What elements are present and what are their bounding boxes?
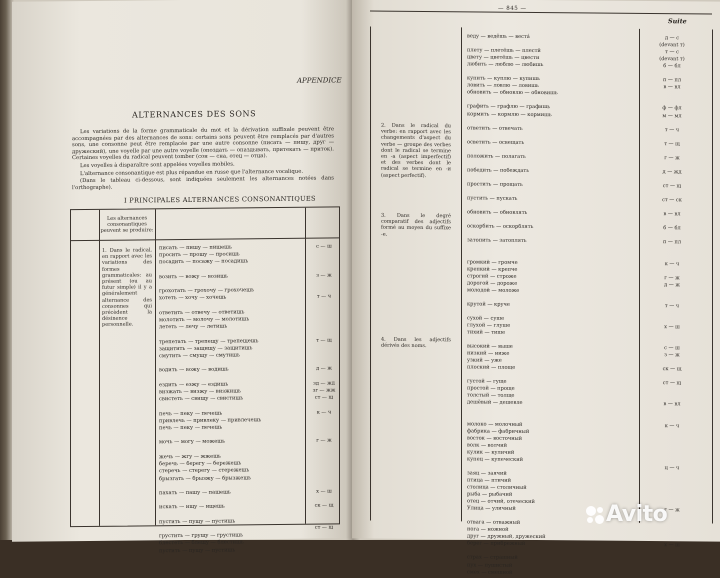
subsection-title: I PRINCIPALES ALTERNANCES CONSONANTIQUES [124,194,316,205]
example-line: пустить — пущу — пустишь [159,546,236,554]
alternation-label: ст — щ [662,380,682,387]
consonant-alternation-table [70,206,340,554]
left-page [12,0,352,554]
example-line: графить — графлю — графишь [467,103,551,111]
example-line: тихий — тише [467,329,506,336]
example-line: трепетать — трепещу — трепещешь [159,337,259,345]
example-line: толстый — толще [467,392,515,400]
alternation-label: ст — щ [662,183,682,190]
alternation-label: т — щ [664,140,680,147]
example-line: пахать — пашу — пашешь [159,489,231,497]
example-line: молодой — моложе [467,287,520,294]
example-line: молотить — молочу — молотишь [159,316,250,324]
alternation-label: в — вл [663,84,681,91]
example-line: берег — прибрежный [467,540,526,548]
alternation-label: г — ж [316,437,332,445]
alternation-label: ст — щ [314,394,334,401]
column-divider [712,30,713,524]
alternation-label: (devant т) [659,56,685,63]
example-line: пустить — пущу — пустишь [159,518,236,525]
example-line: осветить — освещать [467,139,525,146]
example-line: свистеть — свищу — свистишь [159,395,244,403]
continued-label: Suite [668,17,687,26]
row-divider [71,237,339,241]
alternation-label: с — ш [664,345,680,352]
running-header: APPENDICE [297,76,342,85]
alternation-label: в — вл [663,211,681,218]
alternation-label: г — ж [664,274,680,281]
alternation-label: ст — щ [314,524,334,531]
example-line: веду — ведёшь — вестá [467,33,530,40]
alternation-label: д — ж [316,365,332,373]
example-line: птица — птичий [467,477,512,484]
example-line: искать — ищу — ищешь [159,503,225,511]
example-line: густой — гуще [467,378,507,386]
alternation-label: з — ж [664,352,680,359]
example-line: крутой — круче [467,301,510,308]
right-page [352,0,720,576]
intro-paragraph: L'alternance consonantique est plus répandue en russe que l'alternance vocalique. [80,168,304,177]
alternation-label: д — жд [662,168,682,176]
alternation-label [311,539,337,546]
alternation-label: ф — фл [662,105,682,112]
alternation-label: з — ж [316,272,332,279]
example-line: любить — люблю — любишь [467,61,544,69]
alternation-label: к — ч [316,409,332,416]
alternation-label: т — с [665,49,679,56]
example-line: купить — куплю — купишь [467,75,540,83]
example-line: сухой — суше [467,315,505,322]
example-line: победить — побеждать [467,167,529,174]
examples-column [159,244,307,555]
alternation-label: г — ж [664,154,680,162]
example-line: смутить — смущу — смутишь [159,352,240,360]
example-line: водить — вожу — водишь [159,366,229,374]
example-line: затопить — затоплять [467,237,527,245]
alternation-label: п — пл [662,77,682,84]
example-line: оскорбить — оскорблять [467,223,534,231]
example-line: писать — пишу — пишешь [159,244,232,252]
alternation-label: м — мл [662,112,682,119]
table-header: Les alternances consonantiques peuvent se produire: [100,215,154,234]
example-line: строгий — строже [467,272,517,280]
avito-watermark: Avito [606,502,668,527]
alternation-label: т — ч [664,126,680,133]
category-cell: 1. Dans le radical, en rapport avec les variations des formes grammaticales: au présent (ou au futur simple) il y a généralement alternance des consonnes qui précèdent la désinence personnelle. [102,247,152,329]
header-rule [370,11,712,15]
alternation-label: т — ч [316,293,332,301]
intro-paragraph: Les variations de la forme grammaticale du mot et la dérivation suffixale peuvent être accompagnées par des alternances de sons: certains sons peuvent être remplacés par d'autres sons, une consonne peut être remplacée par une autre consonne (писать — пишу, друг — дружеский), une voyelle par une autre voyelle (опоздать — опаздывать, притекать — приток). Certaines voyelles du radical peuvent tomber (сон — сна, отец — отца). [72,126,334,162]
example-line: волк — волчий [467,442,508,449]
example-line: ответить — отвечу — ответишь [159,309,245,317]
example-line: блестеть — блещу — блестишь [159,539,244,547]
alternation-label: г — ж [664,507,680,514]
alternation-label: с — ш [316,243,332,250]
example-line: обновить — обновлю — обновишь [467,89,558,97]
example-line: пух — пушистый [467,561,513,569]
example-line: плоский — площе [467,364,516,372]
alternations-column [645,35,699,550]
category-cell: 4. Dans les adjectifs dérivés des noms. [381,336,451,350]
example-line: рыба — рыбачий [467,491,513,498]
alternation-label: д — ж [664,281,680,288]
example-line: возить — вожу — возишь [159,273,228,281]
section-title: ALTERNANCES DES SONS [132,109,257,120]
example-line: фабрика — фабричный [467,428,530,435]
example-line: просить — прошу — просишь [159,251,240,259]
example-line: молоко — молочный [467,420,523,428]
example-line: нога — ножной [467,526,509,534]
example-line: крепкий — крепче [467,265,518,273]
example-line: узкий — уже [467,357,502,364]
example-line: заяц — заячий [467,470,507,477]
alternation-label: к — ч [664,260,680,267]
alternation-label: д — с [664,35,680,42]
example-line: мочь — могу — можешь [159,439,225,446]
example-line: купец — купеческий [467,456,523,463]
example-line: хотеть — хочу — хочешь [159,294,227,302]
example-line: простой — проще [467,385,515,393]
alternation-label: х — ш [664,324,680,331]
alternation-label: т — ч [664,302,680,310]
example-line: кулик — куличий [467,449,515,456]
category-cell: 3. Dans le degré comparatif des adjectifs formé au moyen du suffixe -e. [381,212,451,238]
alternation-label: зг — жж [312,387,336,394]
alternation-label: ск — щ [314,502,334,509]
alternation-label: х — ш [316,488,332,495]
column-divider [155,209,156,525]
example-line: глухой — глуше [467,322,511,329]
example-line: посадить — посажу — посадишь [159,258,249,266]
intro-text [72,126,334,192]
example-line: защитить — защищу — защитишь [159,345,253,353]
example-line: грохотать — грохочу — грохочешь [159,287,254,295]
column-divider [639,29,640,523]
alternation-label: б — бл [663,225,681,232]
example-line: грустить — грущу — грустишь [159,532,243,540]
example-line: простить — прощать [467,181,523,188]
example-line: дешёвый — дешевле [467,399,523,407]
column-divider [461,27,462,521]
example-line: смех — смешной [467,568,513,576]
alternation-label: т — щ [316,337,332,344]
example-line: дорогой — дороже [467,280,518,287]
intro-paragraph: (Dans le tableau ci-dessous, sont indiquées seulement les alternances notées dans l'orthographe). [72,175,334,191]
category-cell: 2. Dans le radical du verbe: en rapport avec les changements d'aspect du verbe — groupe des verbes dont le radical se termine en -a (aspect imperfectif) et des verbes dont le radical se termine en -и (aspect perfectif). [381,122,451,179]
example-line: брызгать — брызжу — брызжешь [159,474,251,482]
alternation-label: б — бл [663,63,681,70]
example-line: визжать — визжу — визжишь [159,388,241,396]
alternation-label: зд — жд [313,380,335,387]
avito-logo-icon [584,504,606,526]
page-number: — 845 — [498,5,527,12]
example-line: привлечь — привлеку — привлечешь [159,417,262,425]
example-line: ловить — ловлю — ловишь [467,82,539,90]
example-line: положить — полагать [467,153,526,160]
example-line: плету — плетёшь — плестй [467,47,541,55]
alternation-label: ск — щ [662,366,682,373]
example-line: печь — пеку — печешь [159,410,223,417]
alternation-label: ц — ч [664,464,680,472]
example-line: лететь — лечу — летишь [159,323,228,331]
example-line: цвету — цветёшь — цвести [467,54,540,62]
alternation-label: ст — ск [662,197,682,204]
example-line: Улица — уличный [467,505,516,512]
column-divider [99,210,100,526]
example-line: кормить — кормлю — кормишь [467,110,552,118]
example-line: обновить — обновлять [467,209,528,217]
example-line: низкий — ниже [467,350,510,357]
intro-paragraph: Les voyelles à disparaître sont appelées voyelles mobiles. [80,161,235,170]
example-line: друг — дружный, дружеский [467,533,546,541]
example-line: печь — пеку — печешь [159,424,223,432]
example-line: восток — восточный [467,435,523,442]
alternation-label: в — вл [663,401,681,408]
example-line: ездить — езжу — ездишь [159,381,229,389]
alternation-label: (devant т) [659,42,685,49]
alternations-column [311,243,337,546]
example-line: пустить — пускать [467,195,518,202]
example-line: ответить — отвечать [467,125,523,132]
consonant-alternation-table-continued [370,27,713,576]
example-line: беречь — берегу — бережешь [159,460,242,468]
example-line: стеречь — стерегу — стережешь [159,467,250,475]
example-line: жечь — жгу — жжешь [159,453,221,461]
example-line: громкий — громче [467,258,518,266]
alternation-label: п — пл [662,239,682,246]
example-line: высокий — выше [467,343,513,350]
examples-column [467,33,637,577]
example-line: столица — столичный [467,484,527,491]
example-line: страх — страшный [467,554,518,562]
example-line: отвага — отважный [467,519,521,527]
example-line: отец — отчий, отеческий [467,498,535,506]
alternation-label: к — ч [664,422,680,429]
alternation-label: х — ш [664,542,680,549]
